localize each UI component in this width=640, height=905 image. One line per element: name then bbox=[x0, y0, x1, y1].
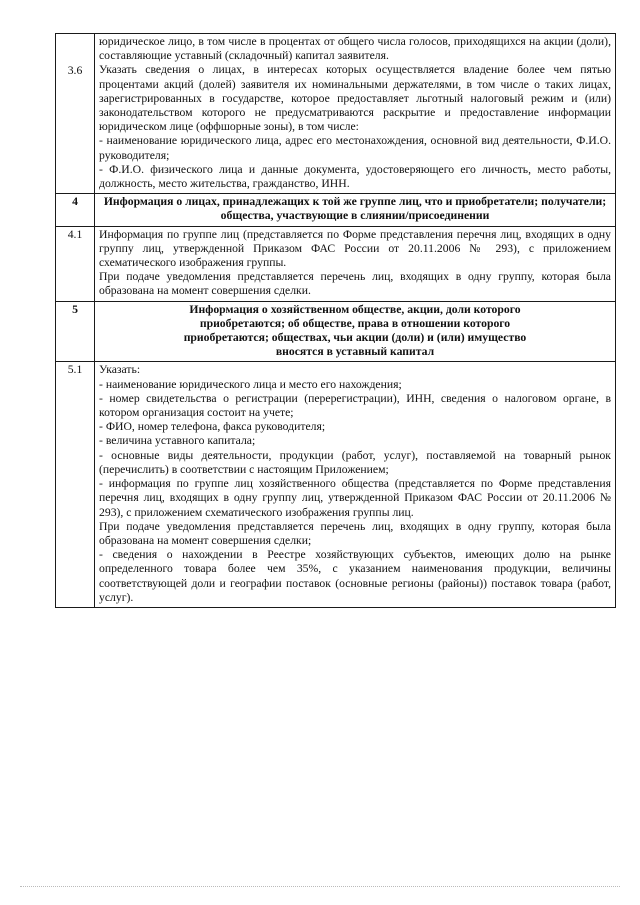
row-number: 4 bbox=[56, 194, 95, 226]
table-row-5-heading bbox=[56, 301, 616, 362]
paragraph: Указать: bbox=[99, 363, 141, 377]
heading-line: приобретаются; обществах, чьи акции (доли) и (или) имущество bbox=[183, 331, 527, 345]
paragraph: При подаче уведомления представляется перечень лиц, входящих в одну группу, которая была образована на момент совершения сделки; bbox=[99, 519, 611, 547]
row-number: 3.6 bbox=[56, 34, 95, 194]
requirements-table bbox=[55, 33, 616, 608]
row-number: 5.1 bbox=[56, 362, 95, 607]
paragraph: При подаче уведомления представляется перечень лиц, входящих в одну группу, которая была образована на момент совершения сделки. bbox=[99, 270, 611, 298]
heading-line: приобретаются; об обществе, права в отношении которого bbox=[199, 316, 511, 330]
paragraph: - информация по группе лиц хозяйственного общества (представляется по Форме представления перечня лиц, входящих в одну группу лиц, утвержденной Приказом ФАС России от 20.11.2006 № 293), с приложением схематического изображения группы лиц. bbox=[99, 477, 611, 519]
paragraph: - величина уставного капитала; bbox=[99, 434, 256, 448]
row-number: 5 bbox=[56, 301, 95, 362]
row-content bbox=[95, 226, 616, 301]
paragraph: Информация по группе лиц (представляется по Форме представления перечня лиц, входящих в одну группу лиц, утвержденной Приказом ФАС России от 20.11.2006 № 293), с приложением схематического изображения группы. bbox=[99, 227, 611, 270]
row-content bbox=[95, 34, 616, 194]
table-row-4-1 bbox=[56, 226, 616, 301]
row-content bbox=[95, 362, 616, 607]
scan-artifact bbox=[20, 886, 620, 888]
table-row-3-6 bbox=[56, 34, 616, 194]
paragraph: - ФИО, номер телефона, факса руководителя; bbox=[99, 420, 326, 434]
section-heading bbox=[95, 301, 616, 362]
paragraph: - сведения о нахождении в Реестре хозяйствующих субъектов, имеющих долю на рынке определенного товара более чем 35%, с указанием наименования продукции, величины соответствующей доли и географии поставок (основные регионы (районы)) поставок товара (работ, услуг). bbox=[99, 548, 611, 604]
table-row-4-heading bbox=[56, 194, 616, 226]
heading-line: вносятся в уставный капитал bbox=[275, 345, 435, 359]
heading-line: Информация о хозяйственном обществе, акции, доли которого bbox=[189, 302, 521, 316]
table-row-5-1 bbox=[56, 362, 616, 607]
paragraph: Указать сведения о лицах, в интересах которых осуществляется владение более чем пятью процентами акций (долей) заявителя их номинальными держателями, в том числе о таких лицах, зарегистрированных в государстве, которое предоставляет льготный налоговый режим и (или) законодательством которого не предусматриваются раскрытие и предоставление информации юридическом лице (оффшорные зоны), в том числе: bbox=[99, 63, 611, 134]
paragraph: - номер свидетельства о регистрации (перерегистрации), ИНН, сведения о налоговом органе, в котором организация состоит на учете; bbox=[99, 391, 611, 420]
row-number: 4.1 bbox=[56, 226, 95, 301]
section-heading: Информация о лицах, принадлежащих к той же группе лиц, что и приобретатели; получатели; общества, участвующие в слиянии/присоединении bbox=[95, 194, 616, 226]
paragraph: - основные виды деятельности, продукции (работ, услуг), поставляемой на товарный рынок (перечислить) в соответствии с настоящим Приложением; bbox=[99, 448, 611, 476]
paragraph: юридическое лицо, в том числе в процентах от общего числа голосов, приходящихся на акции (доли), составляющие уставный (складочный) капитал заявителя. bbox=[99, 35, 611, 63]
paragraph: - наименование юридического лица и место его нахождения; bbox=[99, 377, 402, 391]
paragraph: - Ф.И.О. физического лица и данные документа, удостоверяющего его личность, место работы, должность, место жительства, гражданство, ИНН. bbox=[99, 162, 611, 191]
paragraph: - наименование юридического лица, адрес его местонахождения, основной вид деятельности, Ф.И.О. руководителя; bbox=[99, 134, 611, 162]
